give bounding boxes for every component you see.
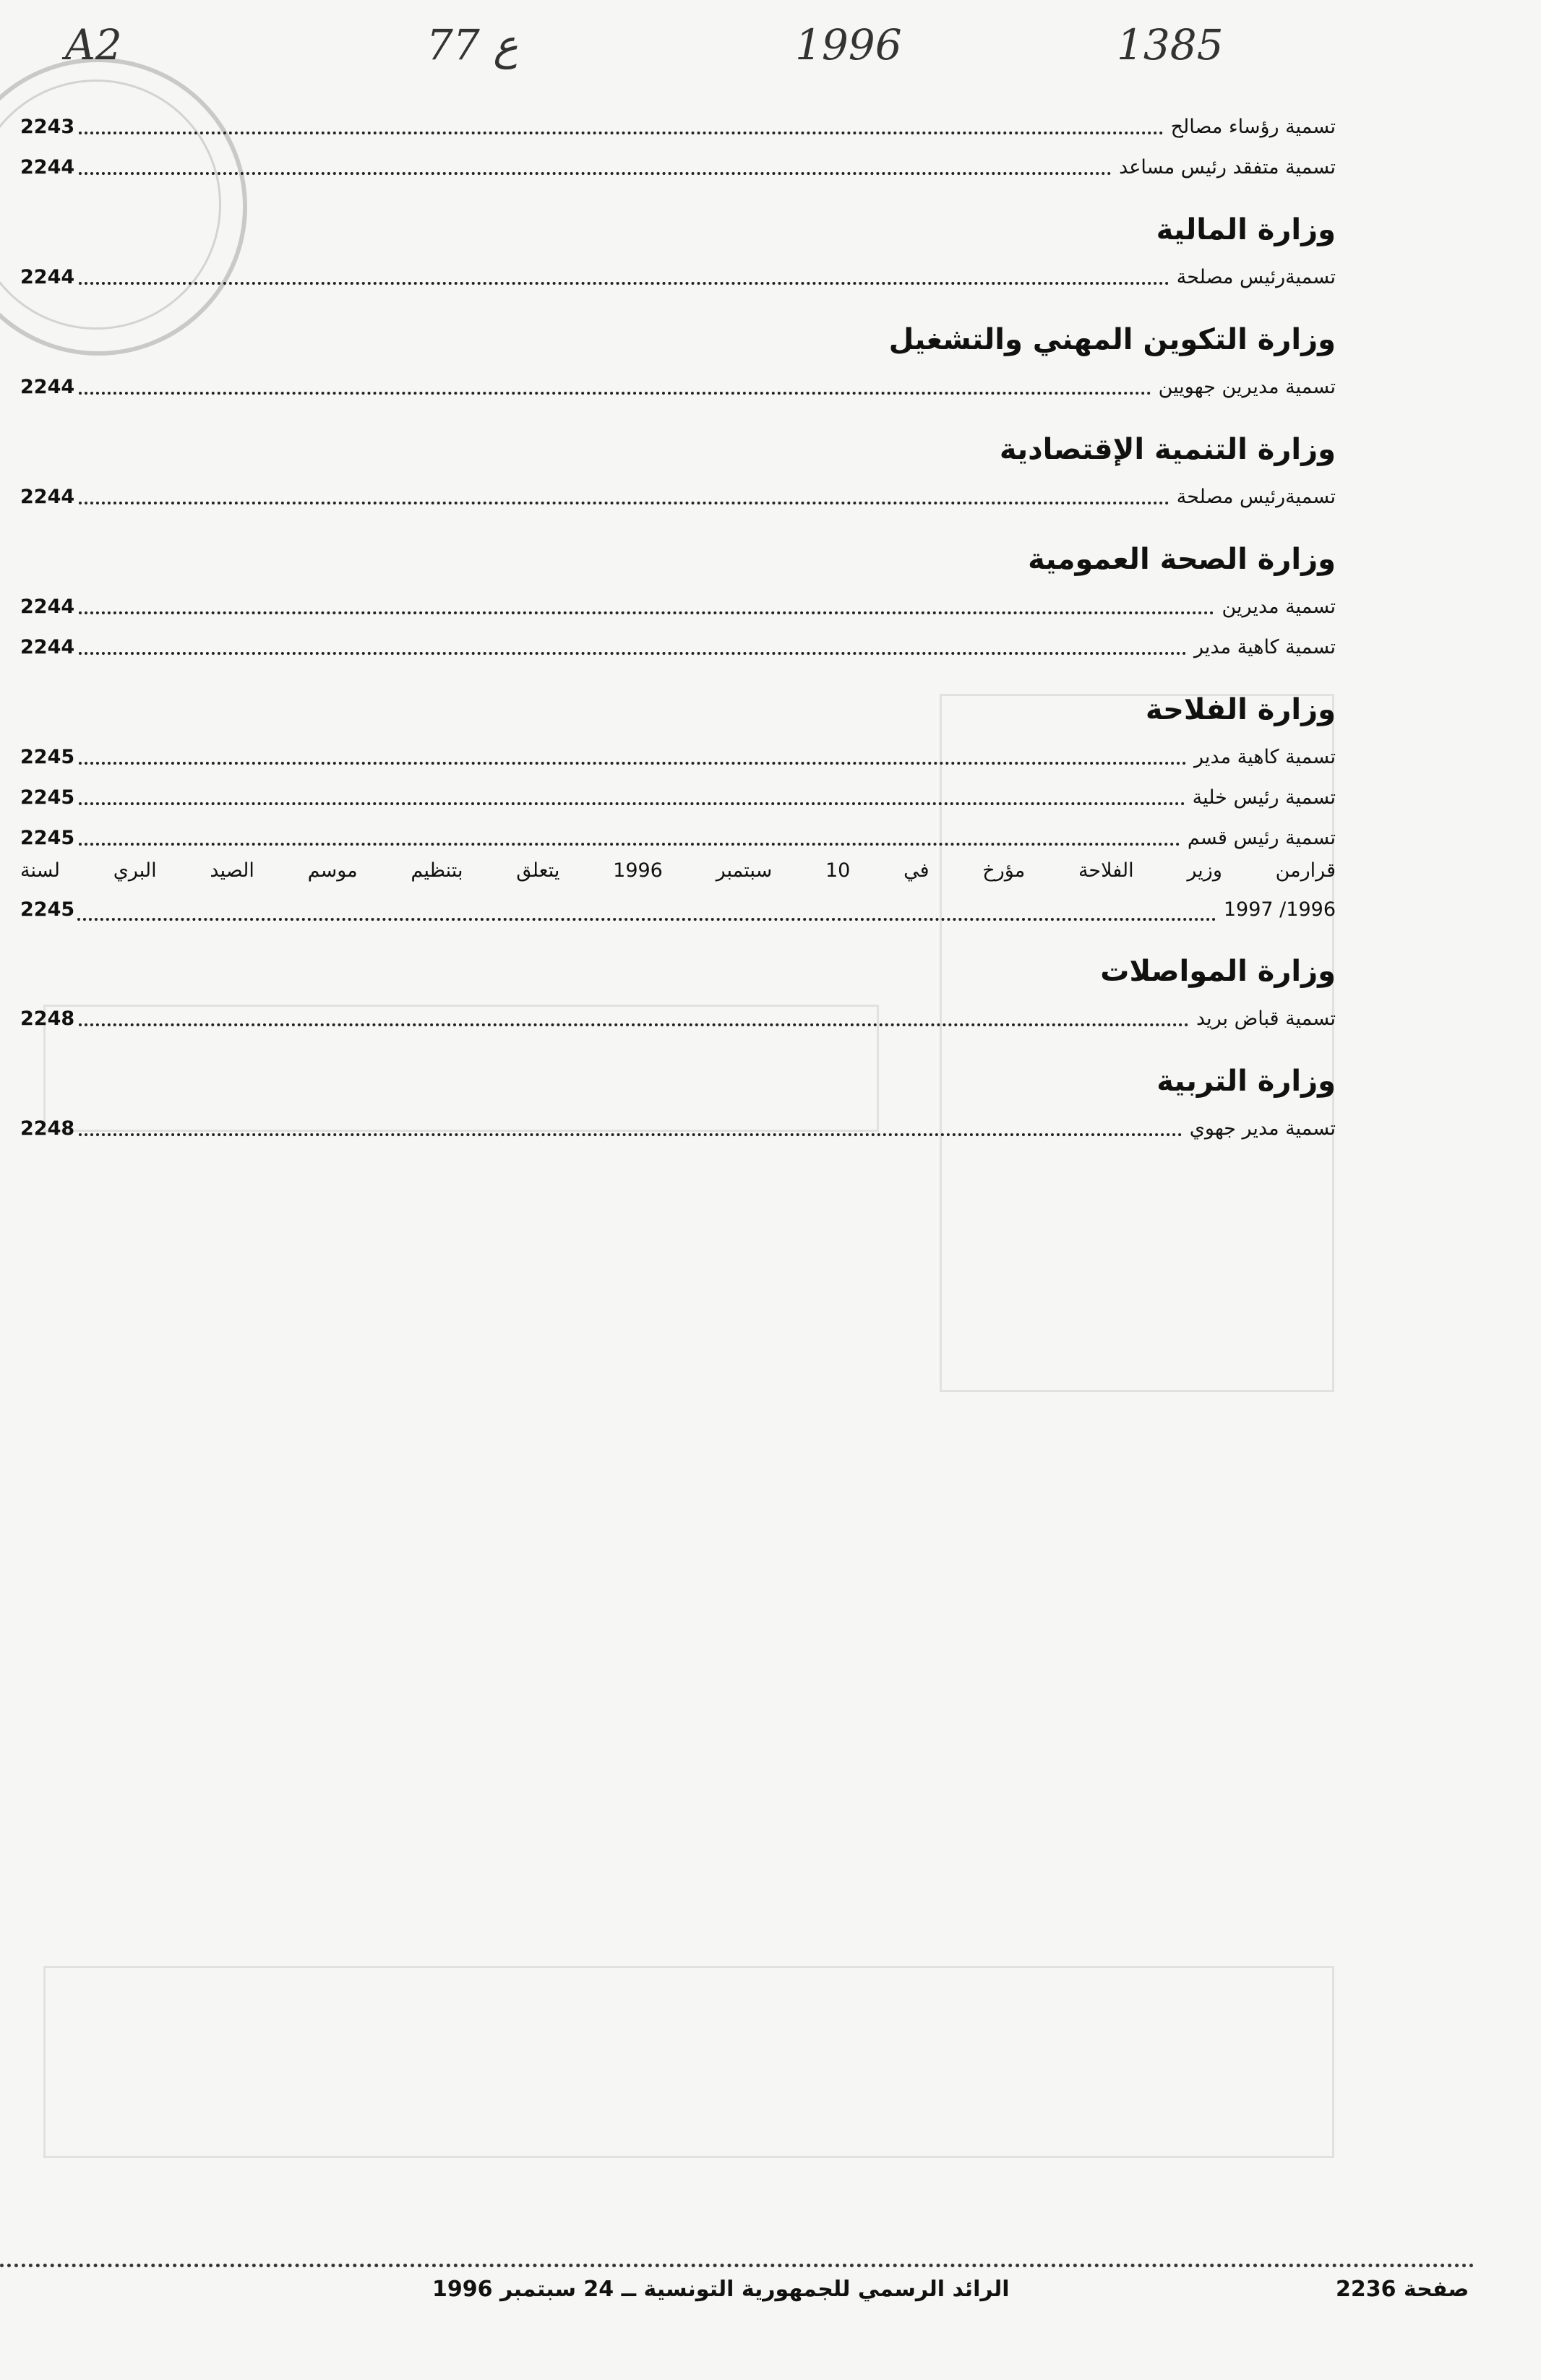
dot-leader [79, 131, 1163, 134]
entry-page: 2245 [20, 746, 75, 768]
ministry-heading: وزارة التكوين المهني والتشغيل [888, 323, 1336, 356]
dot-leader [79, 1133, 1182, 1136]
footer-rule [0, 2264, 1475, 2267]
entry-page: 2244 [20, 596, 75, 618]
dot-leader [79, 761, 1187, 765]
toc-entry [20, 252, 1336, 292]
entry-page: 2244 [20, 156, 75, 179]
entry-title: تسمية مدير جهوي [1189, 1117, 1336, 1140]
page-number: صفحة 2236 [1336, 2277, 1469, 2302]
ministry-heading: وزارة الصحة العمومية [1028, 543, 1336, 576]
bleed-through-box [43, 1966, 1334, 2158]
handwritten-mark: 77 ع [426, 20, 518, 69]
dot-leader [79, 842, 1180, 846]
entry-title: تسمية قباض بريد [1196, 1008, 1336, 1030]
entry-title: تسمية رئيس خلية [1192, 786, 1336, 809]
toc-entry [20, 622, 1336, 662]
toc-entry [20, 581, 1336, 622]
dot-leader [79, 611, 1214, 614]
entry-title: تسميةرئيس مصلحة [1176, 266, 1336, 288]
entry-title: تسمية متفقد رئيس مساعد [1119, 156, 1336, 179]
entry-page: 2245 [20, 898, 75, 921]
entry-title: تسمية كاهية مدير [1194, 636, 1336, 658]
entry-title: تسمية مديرين جهويين [1158, 376, 1336, 398]
entry-page: 2243 [20, 116, 75, 138]
entry-page: 2244 [20, 486, 75, 508]
ministry-heading: وزارة الفلاحة [1145, 693, 1336, 726]
dot-leader [79, 802, 1185, 805]
handwritten-mark: A2 [65, 20, 122, 69]
entry-title-line1: قرارمن وزير الفلاحة مؤرخ في 10 سبتمبر 1996 يتعلق بتنظيم موسم الصيد البري لسنة [20, 859, 1336, 882]
entry-page: 2244 [20, 266, 75, 288]
dot-leader [79, 281, 1169, 285]
ministry-heading: وزارة المواصلات [1100, 955, 1336, 988]
toc-entry [20, 142, 1336, 182]
dot-leader [79, 1023, 1189, 1026]
dot-leader [79, 391, 1151, 395]
entry-page: 2245 [20, 786, 75, 809]
entry-title: تسمية رئيس قسم [1187, 827, 1336, 849]
entry-page: 2244 [20, 376, 75, 398]
entry-title: تسميةرئيس مصلحة [1176, 486, 1336, 508]
toc-entry [20, 731, 1336, 772]
toc-entry [20, 772, 1336, 812]
entry-title-line2: 1996/ 1997 [1223, 898, 1336, 921]
journal-footer: الرائد الرسمي للجمهورية التونسية ــ 24 سبتمبر 1996 [432, 2277, 1010, 2302]
toc-entry [20, 361, 1336, 402]
entry-page: 2248 [20, 1117, 75, 1140]
toc-entry [20, 1103, 1336, 1143]
dot-leader [79, 651, 1187, 655]
ministry-heading: وزارة التربية [1156, 1065, 1336, 1098]
entry-title: تسمية مديرين [1222, 596, 1336, 618]
handwritten-number: 1385 [1117, 20, 1224, 69]
toc-entry [20, 471, 1336, 512]
dot-leader [79, 171, 1112, 175]
entry-title: تسمية كاهية مدير [1194, 746, 1336, 768]
entry-page: 2245 [20, 827, 75, 849]
ministry-heading: وزارة المالية [1156, 213, 1336, 246]
dot-leader [77, 917, 1216, 921]
toc-entry [20, 993, 1336, 1034]
entry-page: 2244 [20, 636, 75, 658]
toc-entry [20, 101, 1336, 142]
toc-entry [20, 812, 1336, 853]
dot-leader [79, 501, 1169, 504]
entry-title: تسمية رؤساء مصالح [1170, 116, 1336, 138]
entry-page: 2248 [20, 1008, 75, 1030]
table-of-contents [20, 101, 1336, 1143]
ministry-heading: وزارة التنمية الإقتصادية [999, 433, 1336, 466]
toc-entry-long [20, 853, 1336, 928]
handwritten-year: 1996 [795, 20, 902, 69]
